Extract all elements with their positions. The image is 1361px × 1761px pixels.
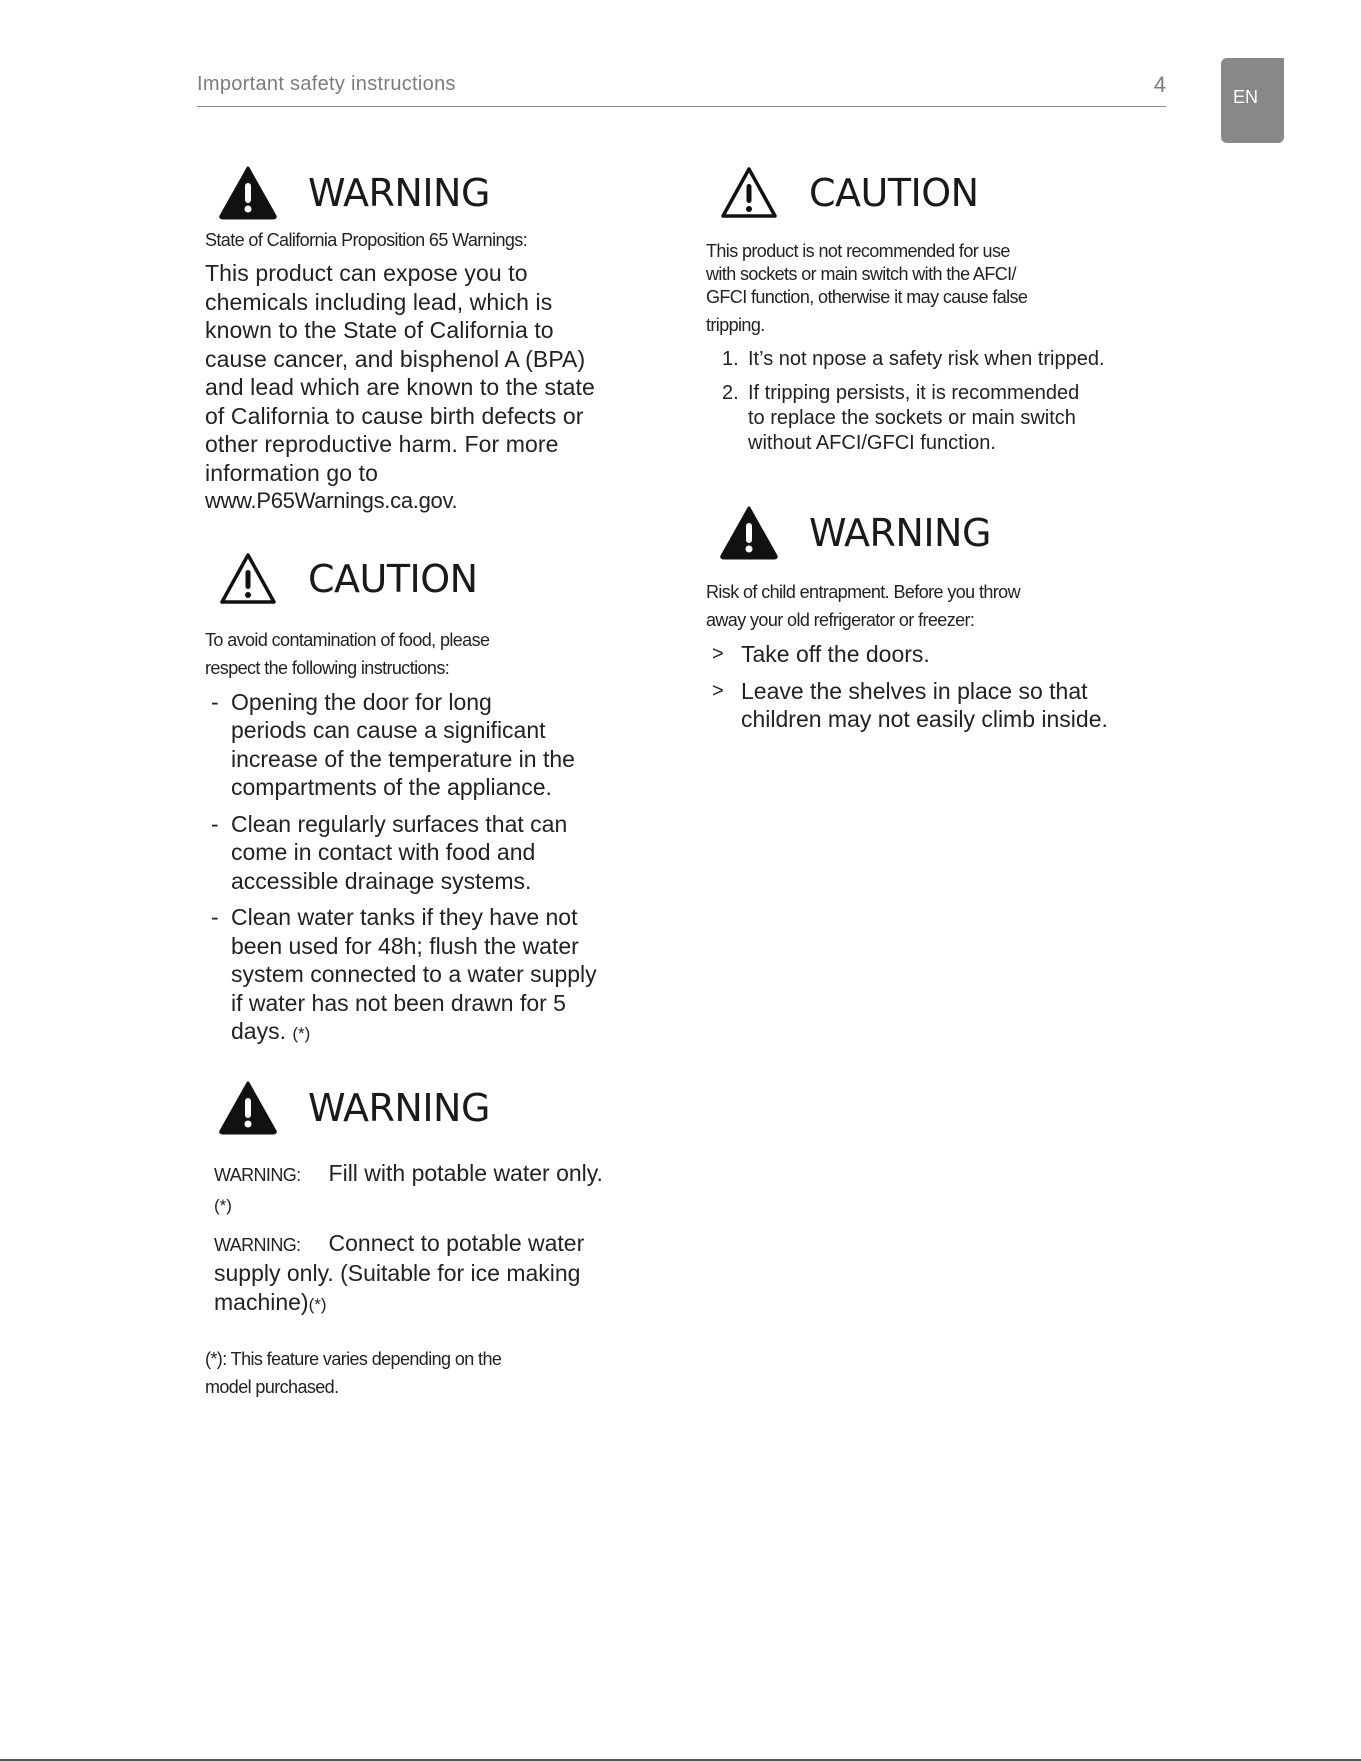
warning-heading-1 <box>205 160 655 226</box>
list-line: Leave the shelves in place so that <box>741 677 1088 704</box>
list-line: been used for 48h; flush the water <box>231 932 579 959</box>
prop65-line: information go to <box>205 459 379 486</box>
list-line: periods can cause a significant <box>231 717 546 743</box>
afci-intro-line: This product is not recommended for use <box>706 241 1010 261</box>
list-item <box>205 810 655 896</box>
prop65-line: chemicals including lead, which is <box>205 288 553 315</box>
footnote-marker: (*) <box>292 1024 311 1043</box>
warning-title-1: WARNING <box>308 171 490 215</box>
caution-intro-line: To avoid contamination of food, please <box>205 629 490 650</box>
list-line: children may not easily climb inside. <box>741 706 1108 732</box>
warning-heading-2 <box>205 1075 655 1141</box>
potable-water-warning <box>214 1159 655 1190</box>
afci-intro <box>706 240 1176 337</box>
list-line: Clean regularly surfaces that can <box>231 810 568 837</box>
prop65-line: and lead which are known to the state <box>205 374 595 400</box>
list-marker: 2. <box>722 382 739 404</box>
list-item <box>205 903 655 1049</box>
footnote-line <box>214 1189 655 1221</box>
left-column <box>205 160 655 1401</box>
list-item <box>706 381 1176 456</box>
warning-filled-icon <box>218 1080 278 1136</box>
potable-supply-warning <box>214 1229 655 1320</box>
list-line: increase of the temperature in the <box>231 745 575 772</box>
list-marker: - <box>211 810 219 837</box>
list-item <box>205 688 655 802</box>
list-item <box>706 677 1176 734</box>
prop65-line: cause cancer, and bisphenol A (BPA) <box>205 345 586 372</box>
page-header <box>197 70 1166 107</box>
list-marker: > <box>712 643 724 665</box>
warning-tag: WARNING: <box>214 1234 301 1255</box>
warning-title-2: WARNING <box>308 1085 490 1130</box>
list-line: Opening the door for long <box>231 688 492 715</box>
footnote-line: model purchased. <box>205 1377 339 1397</box>
language-tab <box>1221 58 1284 143</box>
warning-text: supply only. (Suitable for ice making <box>214 1260 581 1286</box>
warning-title-3: WARNING <box>809 511 991 555</box>
caution-intro-line: respect the following instructions: <box>205 657 450 678</box>
right-column <box>706 160 1176 742</box>
list-item <box>706 347 1176 372</box>
list-line: Take off the doors. <box>741 641 930 667</box>
warning-filled-icon <box>719 505 779 561</box>
prop65-line: This product can expose you to <box>205 260 528 286</box>
entrapment-list <box>706 640 1176 734</box>
afci-intro-line: GFCI function, otherwise it may cause false <box>706 287 1028 307</box>
list-marker: - <box>211 904 219 930</box>
caution-intro-1 <box>205 626 655 682</box>
caution-heading-2 <box>706 160 1176 226</box>
caution-outline-icon <box>218 551 278 607</box>
page-number: 4 <box>1153 72 1166 97</box>
prop65-line: other reproductive harm. For more <box>205 431 559 457</box>
footnote-marker: (*) <box>308 1294 327 1314</box>
entrapment-intro-line: away your old refrigerator or freezer: <box>706 610 975 630</box>
language-tab-label: EN <box>1233 87 1259 107</box>
caution-title-1: CAUTION <box>308 556 478 601</box>
prop65-line: of California to cause birth defects or <box>205 402 584 429</box>
caution-list-1 <box>205 688 655 1049</box>
warning-tag: WARNING: <box>214 1164 301 1185</box>
list-line: If tripping persists, it is recommended <box>748 382 1080 404</box>
afci-intro-line: with sockets or main switch with the AFCI/ <box>706 264 1016 284</box>
list-line: system connected to a water supply <box>231 961 597 987</box>
caution-outline-icon <box>719 165 779 221</box>
warning-text: Fill with potable water only. <box>328 1159 603 1186</box>
warning-text: machine) <box>214 1288 309 1315</box>
list-line: if water has not been drawn for 5 <box>231 989 566 1016</box>
list-marker: 1. <box>722 348 739 370</box>
warning-heading-3 <box>706 500 1176 566</box>
list-line: Clean water tanks if they have not <box>231 904 578 930</box>
list-marker: > <box>712 679 724 702</box>
list-line <box>231 1017 655 1049</box>
afci-intro-line: tripping. <box>706 315 765 335</box>
list-line-text: days. <box>231 1018 286 1044</box>
list-line: It’s not npose a safety risk when tripped. <box>748 348 1105 370</box>
prop65-body <box>205 259 655 516</box>
footnote-line: (*): This feature varies depending on the <box>205 1349 502 1369</box>
caution-heading-1 <box>205 546 655 612</box>
page-bottom-rule <box>0 1759 1361 1761</box>
prop65-line: known to the State of California to <box>205 317 554 343</box>
entrapment-intro <box>706 578 1176 634</box>
list-line: to replace the sockets or main switch <box>748 407 1076 429</box>
warning-filled-icon <box>218 165 278 221</box>
entrapment-intro-line: Risk of child entrapment. Before you throw <box>706 582 1020 602</box>
list-line: compartments of the appliance. <box>231 774 552 800</box>
prop65-subtitle: State of California Proposition 65 Warnings: <box>205 230 528 250</box>
footnote-marker: (*) <box>214 1196 232 1215</box>
section-title: Important safety instructions <box>197 73 456 95</box>
caution-title-2: CAUTION <box>809 171 979 215</box>
list-marker: - <box>211 688 219 715</box>
feature-footnote <box>205 1345 655 1401</box>
list-line: accessible drainage systems. <box>231 867 532 894</box>
list-line: without AFCI/GFCI function. <box>748 432 996 454</box>
afci-list <box>706 347 1176 456</box>
list-line: come in contact with food and <box>231 839 536 865</box>
warning-text: Connect to potable water <box>328 1229 585 1256</box>
p65-link[interactable]: www.P65Warnings.ca.gov. <box>205 488 458 513</box>
list-item <box>706 640 1176 669</box>
